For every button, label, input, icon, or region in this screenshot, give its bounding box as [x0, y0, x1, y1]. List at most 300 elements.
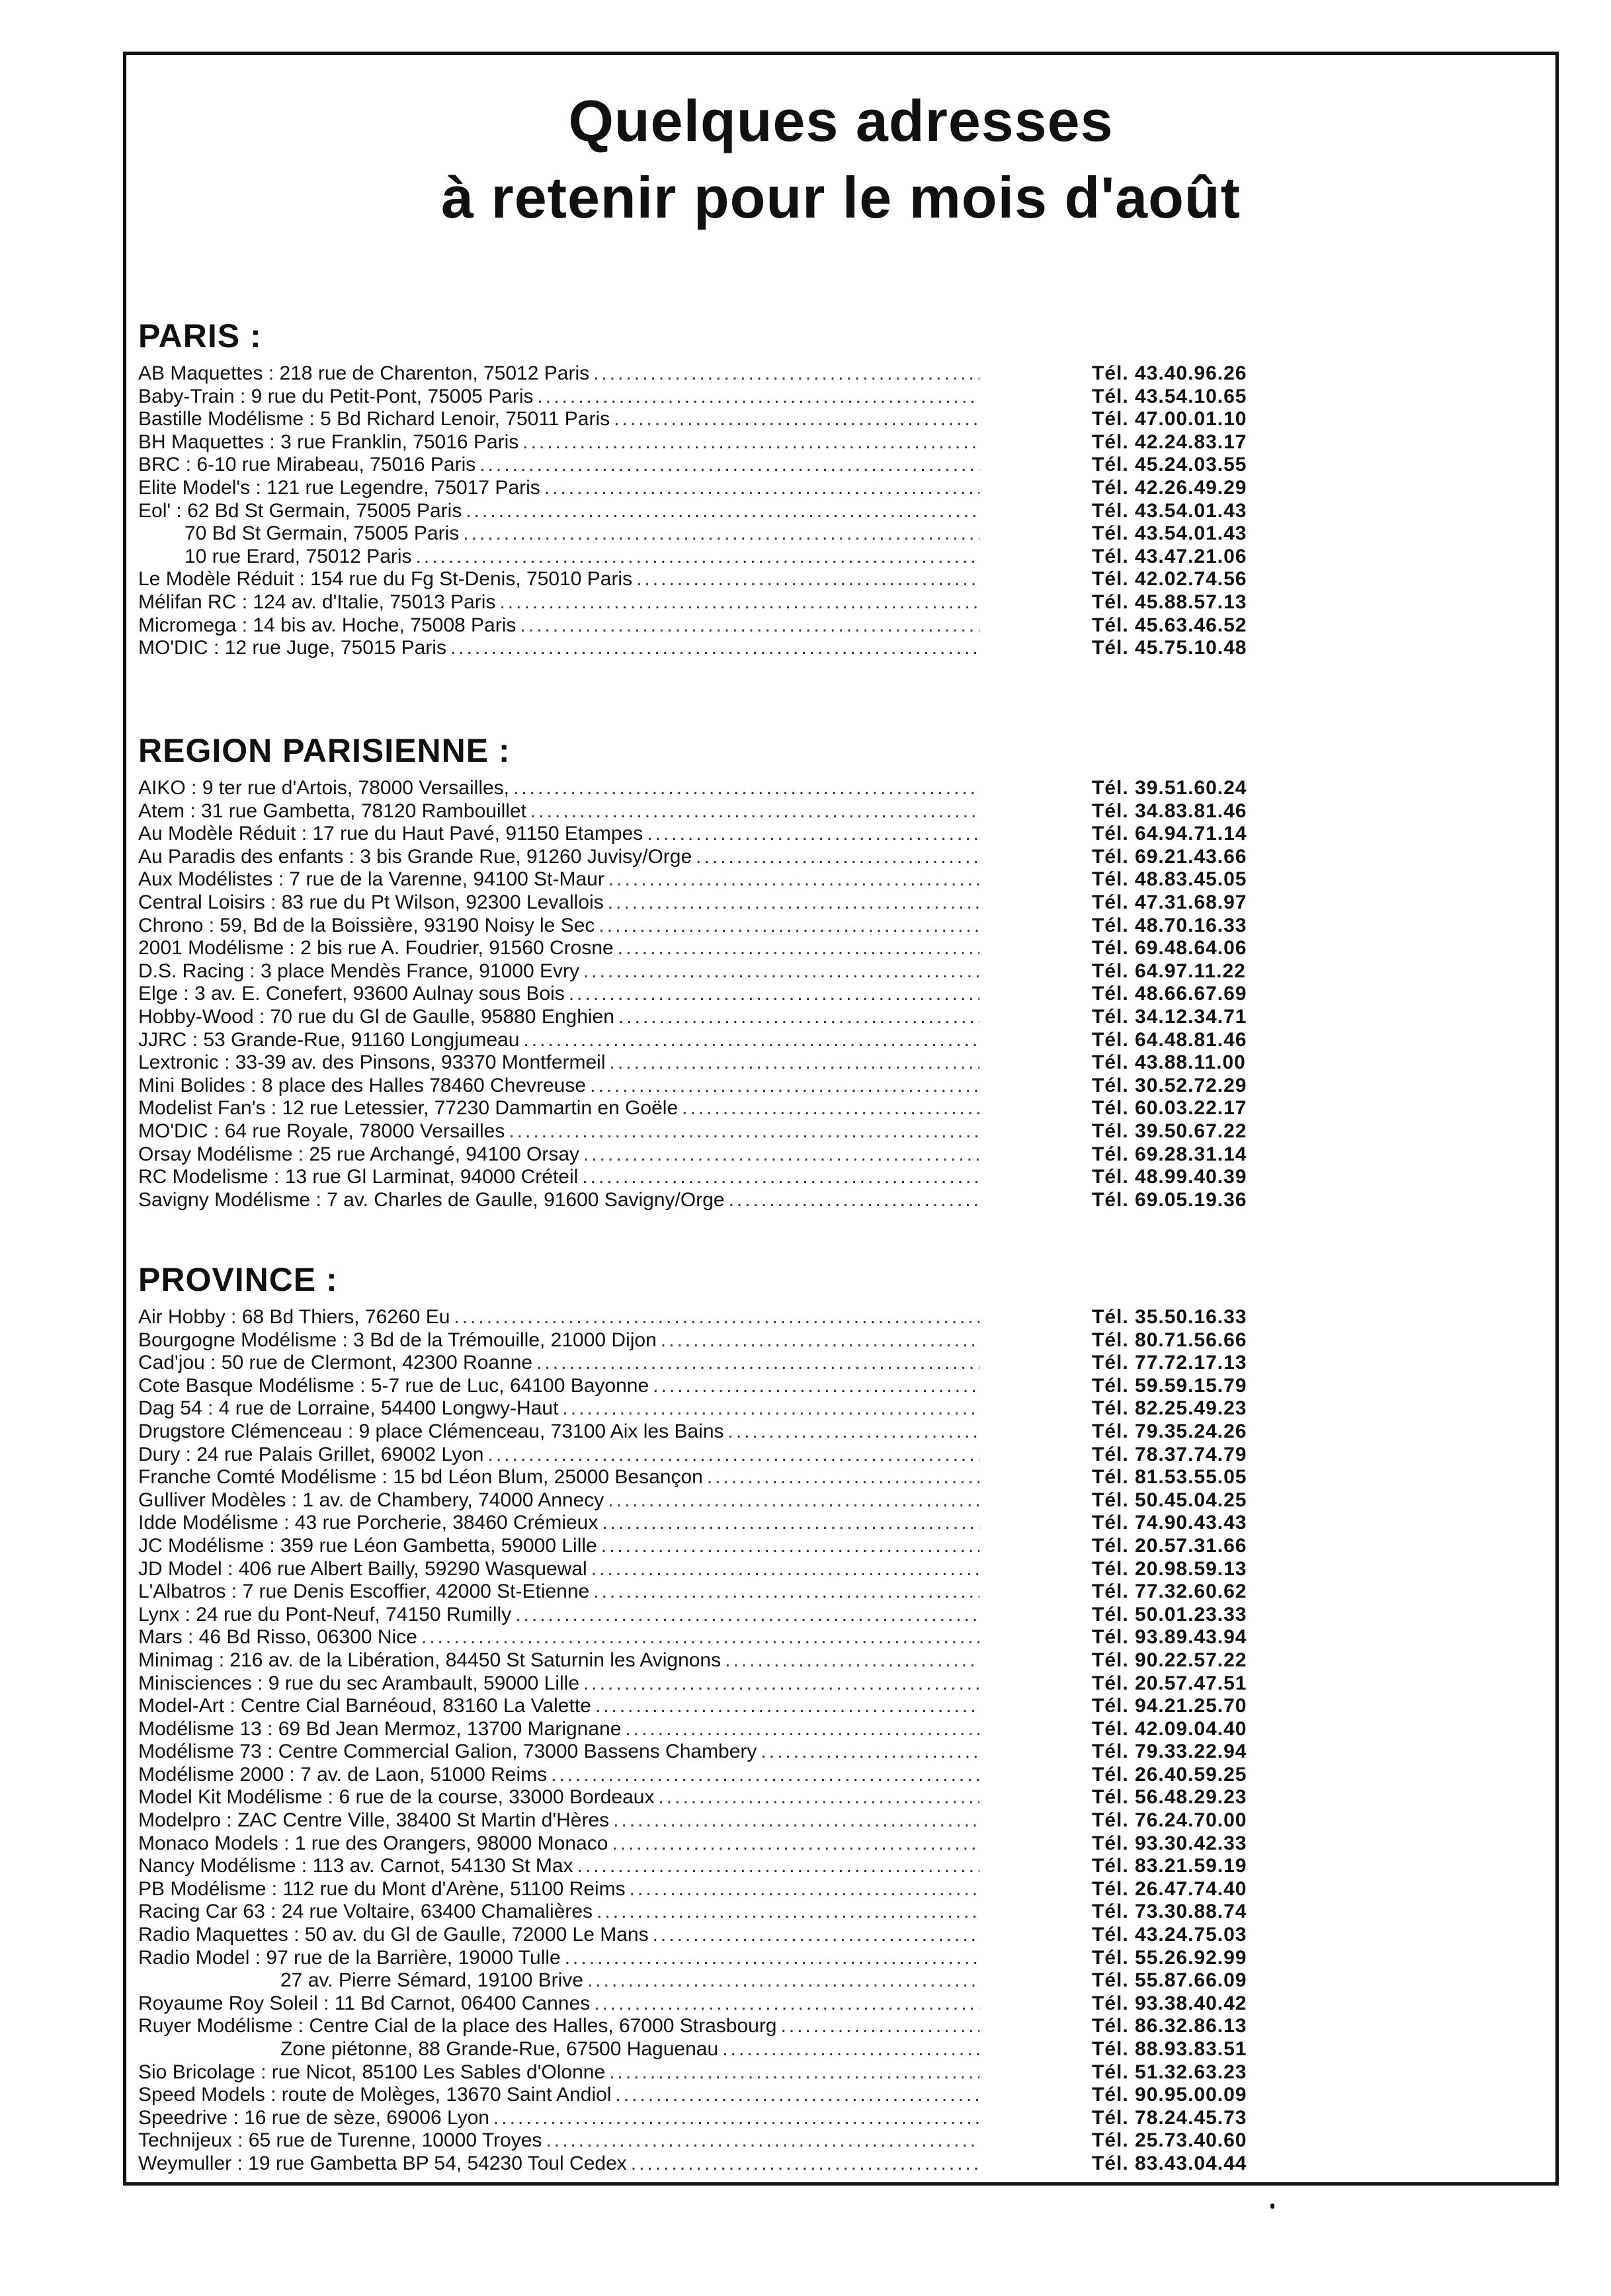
dot-leader: [761, 1741, 979, 1764]
address-list: [138, 362, 1400, 660]
address-label-wrap: [138, 1143, 979, 1167]
address-label-wrap: [138, 1029, 979, 1052]
dot-leader: [582, 1166, 979, 1189]
address-label: Atem : 31 rue Gambetta, 78120 Rambouillet: [138, 800, 526, 822]
phone-number: Tél. 43.40.96.26: [1092, 362, 1247, 384]
dot-leader: [530, 800, 979, 823]
dot-leader: [707, 1466, 979, 1489]
address-label-wrap: [138, 800, 979, 823]
address-label: Savigny Modélisme : 7 av. Charles de Gaulle, 91600 Savigny/Orge: [138, 1188, 725, 1211]
page-title: [126, 83, 1555, 236]
list-item: [138, 408, 1400, 431]
address-label-wrap: [138, 777, 979, 800]
list-item: [138, 2107, 1400, 2130]
list-item: [138, 1992, 1400, 2016]
address-label: Minisciences : 9 rue du sec Arambault, 59000 Lille: [138, 1672, 580, 1694]
address-label: AB Maquettes : 218 rue de Charenton, 75012 Paris: [138, 362, 590, 384]
phone-number: Tél. 47.00.01.10: [1092, 408, 1247, 430]
list-item: [138, 1097, 1400, 1120]
phone-number: Tél. 94.21.25.70: [1092, 1695, 1247, 1717]
address-label: Hobby-Wood : 70 rue du Gl de Gaulle, 95880 Enghien: [138, 1005, 614, 1028]
address-label: Model Kit Modélisme : 6 rue de la course, 33000 Bordeaux: [138, 1786, 655, 1809]
dot-leader: [729, 1189, 979, 1212]
address-label: Dag 54 : 4 rue de Lorraine, 54400 Longwy-Haut: [138, 1397, 559, 1420]
address-label: Weymuller : 19 rue Gambetta BP 54, 54230 Toul Cedex: [138, 2152, 627, 2174]
address-label-wrap: [138, 1051, 979, 1075]
address-label-wrap: [138, 568, 979, 591]
dot-leader: [614, 408, 979, 431]
address-label-wrap: [138, 1695, 979, 1718]
list-item: [138, 591, 1400, 614]
phone-number: Tél. 79.33.22.94: [1092, 1741, 1247, 1763]
dot-leader: [488, 1444, 980, 1467]
phone-number: Tél. 43.24.75.03: [1092, 1924, 1247, 1946]
address-label: Racing Car 63 : 24 rue Voltaire, 63400 Chamalières: [138, 1901, 593, 1923]
address-label: Air Hobby : 68 Bd Thiers, 76260 Eu: [138, 1306, 450, 1328]
address-label: JJRC : 53 Grande-Rue, 91160 Longjumeau: [138, 1028, 520, 1051]
list-item: [138, 1878, 1400, 1901]
address-label-wrap: [138, 2129, 979, 2152]
address-label-wrap: [138, 2084, 979, 2107]
list-item: [138, 2038, 1400, 2061]
address-label: Monaco Models : 1 rue des Orangers, 98000 Monaco: [138, 1832, 608, 1854]
dot-leader: [630, 1878, 979, 1901]
phone-number: Tél. 35.50.16.33: [1092, 1306, 1247, 1328]
address-label: Model-Art : Centre Cial Barnéoud, 83160 La Valette: [138, 1695, 591, 1717]
phone-number: Tél. 64.48.81.46: [1092, 1028, 1247, 1051]
phone-number: Tél. 43.54.01.43: [1092, 499, 1247, 522]
dot-leader: [587, 1969, 979, 1992]
address-label-wrap: [138, 1189, 979, 1212]
address-label: RC Modelisme : 13 rue Gl Larminat, 94000 Créteil: [138, 1166, 579, 1188]
title-line-1: Quelques adresses: [568, 88, 1114, 153]
list-item: [138, 1075, 1400, 1098]
phone-number: Tél. 51.32.63.23: [1092, 2061, 1247, 2083]
dot-leader: [593, 362, 979, 386]
dot-leader: [597, 1901, 979, 1924]
list-item: [138, 362, 1400, 386]
address-label-wrap: [138, 1878, 979, 1901]
list-item: [138, 1580, 1400, 1604]
address-label-wrap: [138, 937, 979, 960]
address-label: Modélisme 13 : 69 Bd Jean Mermoz, 13700 Marignane: [138, 1717, 622, 1740]
phone-number: Tél. 74.90.43.43: [1092, 1512, 1247, 1534]
phone-number: Tél. 39.51.60.24: [1092, 777, 1247, 799]
address-label-wrap: [138, 1006, 979, 1029]
list-item: [138, 1695, 1400, 1718]
address-label: Sio Bricolage : rue Nicot, 85100 Les Sables d'Olonne: [138, 2061, 606, 2083]
dot-leader: [565, 1947, 979, 1970]
section-heading: PROVINCE :: [138, 1261, 338, 1298]
address-label-wrap: [138, 1924, 979, 1947]
address-label-wrap: [138, 1306, 979, 1329]
list-item: [138, 1051, 1400, 1075]
list-item: [138, 431, 1400, 454]
dot-leader: [450, 637, 979, 660]
list-item: [138, 1466, 1400, 1489]
address-label: BRC : 6-10 rue Mirabeau, 75016 Paris: [138, 454, 476, 476]
list-item: [138, 637, 1400, 660]
dot-leader: [583, 960, 979, 983]
address-label-wrap: [138, 2061, 979, 2084]
address-label-wrap: [138, 1832, 979, 1856]
address-label: 27 av. Pierre Sémard, 19100 Brive: [280, 1969, 584, 1992]
address-label: Mini Bolides : 8 place des Halles 78460 Chevreuse: [138, 1074, 587, 1096]
address-label-wrap: [138, 546, 979, 569]
dot-leader: [522, 431, 979, 454]
list-item: [138, 1189, 1400, 1212]
phone-number: Tél. 45.88.57.13: [1092, 591, 1247, 613]
dot-leader: [725, 1649, 979, 1672]
phone-number: Tél. 48.99.40.39: [1092, 1166, 1247, 1188]
title-line-2: à retenir pour le mois d'août: [441, 165, 1241, 230]
address-label-wrap: [138, 386, 979, 409]
section-paris: [138, 316, 1400, 660]
phone-number: Tél. 80.71.56.66: [1092, 1329, 1247, 1351]
phone-number: Tél. 73.30.88.74: [1092, 1901, 1247, 1923]
address-label-wrap: [138, 408, 979, 431]
address-label: 70 Bd St Germain, 75005 Paris: [185, 522, 460, 545]
dot-leader: [593, 1580, 979, 1604]
address-label-wrap: [138, 1947, 979, 1970]
address-label: Modélisme 2000 : 7 av. de Laon, 51000 Reims: [138, 1763, 548, 1785]
list-item: [138, 1420, 1400, 1444]
dot-leader: [493, 2107, 979, 2130]
address-label: MO'DIC : 64 rue Royale, 78000 Versailles: [138, 1120, 505, 1142]
address-label-wrap: [138, 915, 979, 938]
address-label: AIKO : 9 ter rue d'Artois, 78000 Versailles,: [138, 777, 510, 799]
address-label-wrap: [138, 1166, 979, 1189]
list-item: [138, 1489, 1400, 1512]
list-item: [138, 1166, 1400, 1189]
address-label-wrap: [138, 1855, 979, 1878]
address-label-wrap: [138, 2015, 979, 2038]
phone-number: Tél. 48.83.45.05: [1092, 868, 1247, 891]
address-label-wrap: [138, 591, 979, 614]
phone-number: Tél. 26.47.74.40: [1092, 1877, 1247, 1900]
dot-leader: [658, 1786, 979, 1809]
address-label-wrap: [138, 2107, 979, 2130]
list-item: [138, 1832, 1400, 1856]
address-label: Franche Comté Modélisme : 15 bd Léon Blum, 25000 Besançon: [138, 1466, 703, 1489]
list-item: [138, 500, 1400, 523]
dot-leader: [601, 1535, 979, 1558]
dot-leader: [569, 983, 979, 1006]
phone-number: Tél. 45.63.46.52: [1092, 614, 1247, 636]
phone-number: Tél. 43.54.10.65: [1092, 385, 1247, 407]
phone-number: Tél. 59.59.15.79: [1092, 1374, 1247, 1397]
list-item: [138, 1006, 1400, 1029]
dot-leader: [479, 454, 979, 477]
address-label: Au Modèle Réduit : 17 rue du Haut Pavé, 91150 Etampes: [138, 823, 643, 845]
dot-leader: [608, 891, 979, 915]
phone-number: Tél. 56.48.29.23: [1092, 1786, 1247, 1809]
dot-leader: [515, 1604, 979, 1627]
phone-number: Tél. 86.32.86.13: [1092, 2015, 1247, 2037]
list-item: [138, 1029, 1400, 1052]
phone-number: Tél. 34.12.34.71: [1092, 1005, 1247, 1028]
address-label-wrap: [138, 823, 979, 846]
address-label-wrap: [138, 1969, 979, 1992]
list-item: [138, 522, 1400, 546]
address-label-wrap: [138, 1718, 979, 1741]
address-label: Radio Model : 97 rue de la Barrière, 19000 Tulle: [138, 1946, 561, 1969]
dot-leader: [631, 2152, 979, 2176]
dot-leader: [463, 522, 979, 546]
dot-leader: [612, 1832, 979, 1856]
address-label: Radio Maquettes : 50 av. du Gl de Gaulle, 72000 Le Mans: [138, 1924, 649, 1946]
list-item: [138, 800, 1400, 823]
list-item: [138, 1786, 1400, 1809]
phone-number: Tél. 81.53.55.05: [1092, 1466, 1247, 1489]
address-label-wrap: [138, 1397, 979, 1420]
dot-leader: [421, 1626, 979, 1649]
dot-leader: [583, 1143, 979, 1167]
address-label: Orsay Modélisme : 25 rue Archangé, 94100 Orsay: [138, 1143, 580, 1165]
list-item: [138, 1626, 1400, 1649]
dot-leader: [595, 1695, 979, 1718]
dot-leader: [696, 846, 979, 869]
phone-number: Tél. 25.73.40.60: [1092, 2129, 1247, 2152]
address-label-wrap: [138, 868, 979, 891]
address-list: [138, 1306, 1400, 2176]
phone-number: Tél. 64.97.11.22: [1092, 960, 1246, 982]
phone-number: Tél. 42.02.74.56: [1092, 568, 1247, 591]
address-label: Central Loisirs : 83 rue du Pt Wilson, 92300 Levallois: [138, 891, 604, 913]
address-label: Modelist Fan's : 12 rue Letessier, 77230 Dammartin en Goële: [138, 1097, 679, 1120]
address-label: Gulliver Modèles : 1 av. de Chambery, 74000 Annecy: [138, 1489, 604, 1511]
dot-leader: [653, 1375, 979, 1398]
section-province: [138, 1260, 1400, 2176]
list-item: [138, 1558, 1400, 1581]
phone-number: Tél. 90.22.57.22: [1092, 1649, 1247, 1671]
phone-number: Tél. 43.54.01.43: [1092, 522, 1247, 545]
address-label: Royaume Roy Soleil : 11 Bd Carnot, 06400 Cannes: [138, 1992, 591, 2014]
address-label-wrap: [138, 1512, 979, 1535]
dot-leader: [577, 1855, 979, 1878]
dot-leader: [781, 2015, 980, 2038]
address-label: Baby-Train : 9 rue du Petit-Pont, 75005 Paris: [138, 385, 534, 407]
phone-number: Tél. 34.83.81.46: [1092, 800, 1247, 822]
list-item: [138, 2084, 1400, 2107]
address-label-wrap: [138, 960, 979, 983]
address-label: Elite Model's : 121 rue Legendre, 75017 Paris: [138, 476, 540, 499]
phone-number: Tél. 42.24.83.17: [1092, 430, 1247, 453]
phone-number: Tél. 20.57.47.51: [1092, 1672, 1247, 1694]
address-label-wrap: [138, 1352, 979, 1375]
phone-number: Tél. 42.26.49.29: [1092, 476, 1247, 499]
list-item: [138, 1143, 1400, 1167]
phone-number: Tél. 88.93.83.51: [1092, 2038, 1247, 2060]
list-item: [138, 2152, 1400, 2176]
phone-number: Tél. 69.21.43.66: [1092, 845, 1247, 868]
list-item: [138, 1741, 1400, 1764]
list-item: [138, 1764, 1400, 1787]
dot-leader: [602, 1512, 979, 1535]
address-label-wrap: [138, 1375, 979, 1398]
address-label-wrap: [138, 431, 979, 454]
address-label-wrap: [138, 1580, 979, 1604]
list-item: [138, 1809, 1400, 1832]
address-label: Technijeux : 65 rue de Turenne, 10000 Troyes: [138, 2129, 542, 2152]
address-label-wrap: [138, 891, 979, 915]
dot-leader: [613, 1809, 979, 1832]
list-item: [138, 1329, 1400, 1352]
list-item: [138, 1306, 1400, 1329]
phone-number: Tél. 55.87.66.09: [1092, 1969, 1247, 1992]
section-region-parisienne: [138, 731, 1400, 1211]
address-label: MO'DIC : 12 rue Juge, 75015 Paris: [138, 637, 446, 659]
phone-number: Tél. 20.98.59.13: [1092, 1557, 1247, 1580]
phone-number: Tél. 77.32.60.62: [1092, 1580, 1247, 1603]
dot-leader: [416, 546, 979, 569]
list-item: [138, 1924, 1400, 1947]
address-label: Mélifan RC : 124 av. d'Italie, 75013 Paris: [138, 591, 496, 613]
phone-number: Tél. 30.52.72.29: [1092, 1074, 1247, 1096]
list-item: [138, 477, 1400, 500]
list-item: [138, 1855, 1400, 1878]
phone-number: Tél. 82.25.49.23: [1092, 1397, 1247, 1420]
dot-leader: [599, 915, 979, 938]
address-label: Mars : 46 Bd Risso, 06300 Nice: [138, 1626, 417, 1649]
address-label: JD Model : 406 rue Albert Bailly, 59290 Wasquewal: [138, 1557, 587, 1580]
address-label: PB Modélisme : 112 rue du Mont d'Arène, 51100 Reims: [138, 1877, 626, 1900]
phone-number: Tél. 79.35.24.26: [1092, 1420, 1247, 1442]
address-label-wrap: [138, 1626, 979, 1649]
dot-leader: [653, 1924, 979, 1947]
address-label-wrap: [138, 614, 979, 637]
phone-number: Tél. 77.72.17.13: [1092, 1352, 1247, 1374]
dot-leader: [520, 614, 979, 637]
dot-leader: [625, 1718, 979, 1741]
address-label-wrap: [138, 1075, 979, 1098]
address-label: 10 rue Erard, 75012 Paris: [185, 545, 412, 567]
address-label: Micromega : 14 bis av. Hoche, 75008 Paris: [138, 614, 516, 636]
phone-number: Tél. 39.50.67.22: [1092, 1120, 1247, 1142]
list-item: [138, 454, 1400, 477]
address-label: Lynx : 24 rue du Pont-Neuf, 74150 Rumilly: [138, 1603, 512, 1625]
phone-number: Tél. 48.66.67.69: [1092, 983, 1247, 1005]
phone-number: Tél. 20.57.31.66: [1092, 1534, 1247, 1557]
list-item: [138, 1947, 1400, 1970]
dot-leader: [509, 1120, 979, 1143]
dot-leader: [591, 1558, 979, 1581]
phone-number: Tél. 43.88.11.00: [1092, 1051, 1246, 1074]
address-label-wrap: [138, 1604, 979, 1627]
phone-number: Tél. 55.26.92.99: [1092, 1946, 1247, 1969]
list-item: [138, 983, 1400, 1006]
print-mark: [1270, 2203, 1274, 2209]
dot-leader: [544, 477, 979, 500]
address-label-wrap: [138, 1466, 979, 1489]
dot-leader: [590, 1075, 979, 1098]
dot-leader: [513, 777, 979, 800]
address-label: D.S. Racing : 3 place Mendès France, 91000 Evry: [138, 960, 580, 982]
list-item: [138, 960, 1400, 983]
dot-leader: [616, 2084, 980, 2107]
list-item: [138, 1969, 1400, 1992]
address-label-wrap: [138, 454, 979, 477]
section-heading: PARIS :: [138, 317, 262, 354]
address-label: Cad'jou : 50 rue de Clermont, 42300 Roanne: [138, 1352, 533, 1374]
phone-number: Tél. 78.24.45.73: [1092, 2106, 1247, 2129]
dot-leader: [661, 1329, 979, 1352]
list-item: [138, 937, 1400, 960]
dot-leader: [618, 937, 979, 960]
address-label-wrap: [138, 1992, 979, 2016]
address-label-wrap: [138, 1535, 979, 1558]
list-item: [138, 568, 1400, 591]
address-label-wrap: [138, 1120, 979, 1143]
list-item: [138, 386, 1400, 409]
phone-number: Tél. 76.24.70.00: [1092, 1809, 1247, 1832]
address-label-wrap: [138, 1097, 979, 1120]
list-item: [138, 2129, 1400, 2152]
address-label-wrap: [138, 637, 979, 660]
address-label: Au Paradis des enfants : 3 bis Grande Rue, 91260 Juvisy/Orge: [138, 845, 692, 868]
address-label: Ruyer Modélisme : Centre Cial de la place des Halles, 67000 Strasbourg: [138, 2015, 777, 2037]
dot-leader: [583, 1672, 979, 1696]
list-item: [138, 1512, 1400, 1535]
phone-number: Tél. 50.45.04.25: [1092, 1489, 1247, 1511]
dot-leader: [682, 1097, 979, 1120]
list-item: [138, 915, 1400, 938]
address-label: Aux Modélistes : 7 rue de la Varenne, 94100 St-Maur: [138, 868, 604, 891]
list-item: [138, 1901, 1400, 1924]
phone-number: Tél. 45.75.10.48: [1092, 637, 1247, 659]
phone-number: Tél. 93.30.42.33: [1092, 1832, 1247, 1854]
phone-number: Tél. 42.09.04.40: [1092, 1717, 1247, 1740]
list-item: [138, 2061, 1400, 2084]
list-item: [138, 868, 1400, 891]
list-item: [138, 1535, 1400, 1558]
address-label-wrap: [138, 1741, 979, 1764]
dot-leader: [538, 386, 979, 409]
phone-number: Tél. 60.03.22.17: [1092, 1097, 1247, 1120]
address-label-wrap: [138, 1764, 979, 1787]
address-label-wrap: [138, 1329, 979, 1352]
phone-number: Tél. 69.28.31.14: [1092, 1143, 1247, 1165]
address-label: Speed Models : route de Molèges, 13670 Saint Andiol: [138, 2084, 612, 2106]
address-label-wrap: [138, 1420, 979, 1444]
address-label: Modelpro : ZAC Centre Ville, 38400 St Martin d'Hères: [138, 1809, 610, 1832]
address-label: Nancy Modélisme : 113 av. Carnot, 54130 St Max: [138, 1855, 573, 1877]
phone-number: Tél. 93.89.43.94: [1092, 1626, 1247, 1649]
phone-number: Tél. 64.94.71.14: [1092, 823, 1247, 845]
address-label-wrap: [138, 522, 979, 546]
address-label: 2001 Modélisme : 2 bis rue A. Foudrier, 91560 Crosne: [138, 937, 614, 960]
phone-number: Tél. 78.37.74.79: [1092, 1443, 1247, 1465]
phone-number: Tél. 90.95.00.09: [1092, 2084, 1247, 2106]
dot-leader: [536, 1352, 979, 1375]
address-label: JC Modélisme : 359 rue Léon Gambetta, 59000 Lille: [138, 1534, 597, 1557]
address-list: [138, 777, 1400, 1211]
list-item: [138, 1375, 1400, 1398]
address-label: Elge : 3 av. E. Conefert, 93600 Aulnay sous Bois: [138, 983, 565, 1005]
address-label-wrap: [138, 983, 979, 1006]
dot-leader: [610, 1051, 980, 1075]
list-item: [138, 1397, 1400, 1420]
phone-number: Tél. 93.38.40.42: [1092, 1992, 1247, 2014]
phone-number: Tél. 45.24.03.55: [1092, 454, 1247, 476]
address-label: Lextronic : 33-39 av. des Pinsons, 93370 Montfermeil: [138, 1051, 606, 1074]
address-label: Modélisme 73 : Centre Commercial Galion, 73000 Bassens Chambery: [138, 1741, 757, 1763]
phone-number: Tél. 69.48.64.06: [1092, 937, 1247, 960]
address-label: Bourgogne Modélisme : 3 Bd de la Trémouille, 21000 Dijon: [138, 1329, 657, 1351]
address-label: Bastille Modélisme : 5 Bd Richard Lenoir, 75011 Paris: [138, 408, 610, 430]
phone-number: Tél. 83.43.04.44: [1092, 2152, 1247, 2174]
dot-leader: [499, 591, 979, 614]
